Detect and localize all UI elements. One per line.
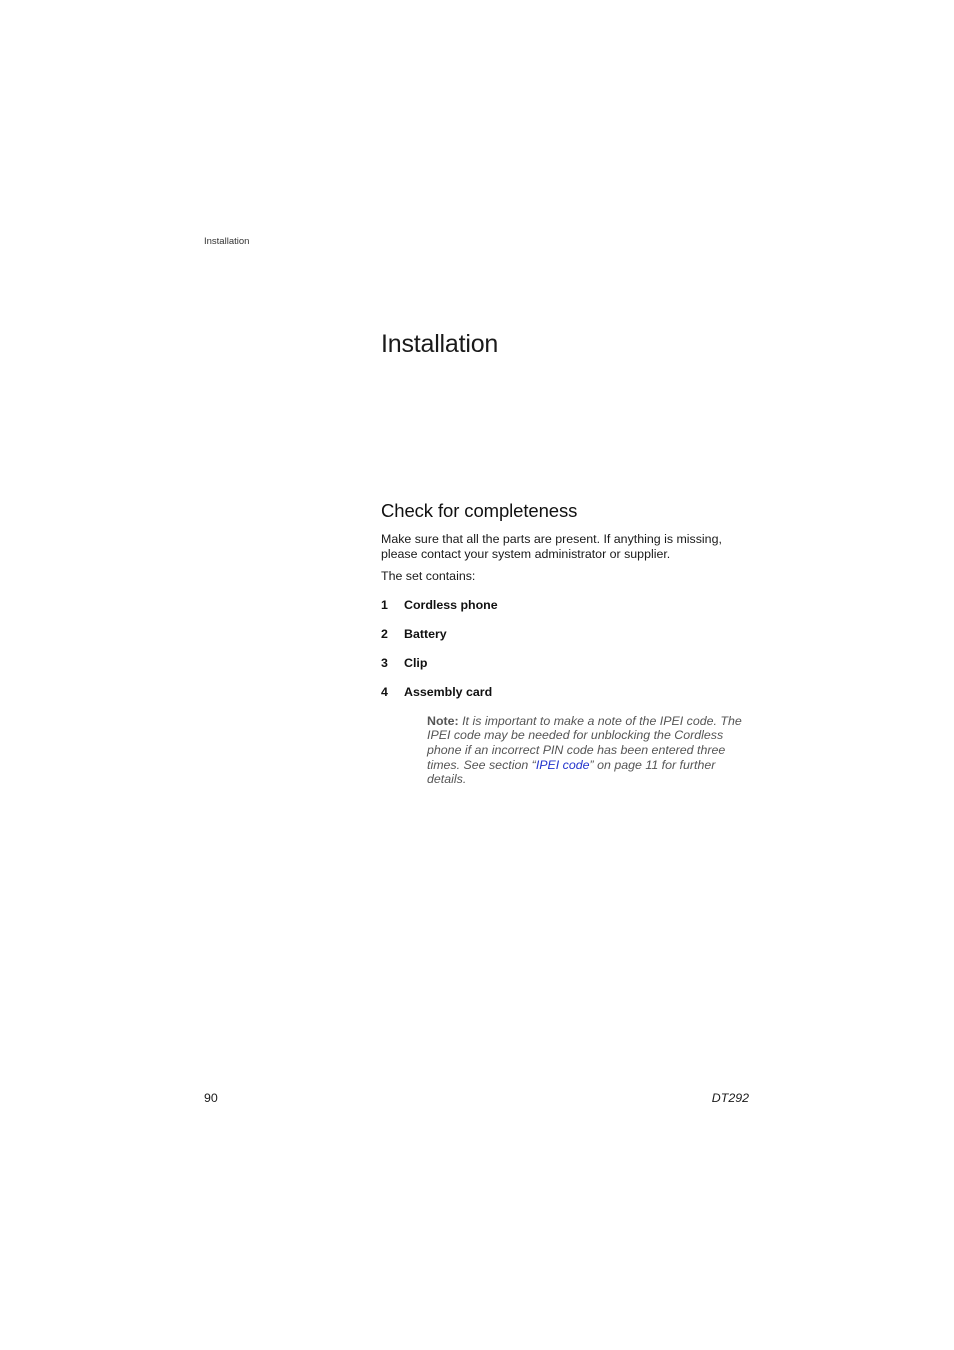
list-item-number: 3 [381, 655, 388, 670]
document-id: DT292 [711, 1091, 749, 1105]
page-number: 90 [204, 1091, 218, 1105]
list-item-label: Clip [404, 655, 428, 670]
list-item [381, 656, 751, 671]
list-item-label: Cordless phone [404, 597, 498, 612]
list-item-label: Assembly card [404, 684, 493, 699]
running-header: Installation [204, 236, 250, 247]
parts-list [381, 598, 751, 700]
list-item [381, 685, 751, 700]
list-item-label: Battery [404, 626, 447, 641]
chapter-title: Installation [381, 330, 499, 358]
list-item [381, 627, 751, 642]
section-check-completeness [381, 500, 751, 787]
note-paragraph [427, 714, 749, 787]
note-text-before: It is important to make a note of the IPEI code. The IPEI code may be needed for unblocking the Cordless phone if an incorrect PIN code has been entered three times. See section “ [427, 713, 742, 772]
note-label: Note: [427, 713, 459, 728]
list-item-number: 4 [381, 684, 388, 699]
ipei-code-link[interactable]: IPEI code [535, 757, 590, 772]
list-item [381, 598, 751, 613]
list-item-number: 2 [381, 626, 388, 641]
intro-paragraph: Make sure that all the parts are present. If anything is missing, please contact your system administrator or supplier. [381, 532, 722, 561]
section-title: Check for completeness [381, 500, 578, 521]
note-text-after: ” on page 11 for further details. [427, 757, 716, 787]
set-contains-paragraph: The set contains: [381, 569, 476, 584]
list-item-number: 1 [381, 597, 388, 612]
